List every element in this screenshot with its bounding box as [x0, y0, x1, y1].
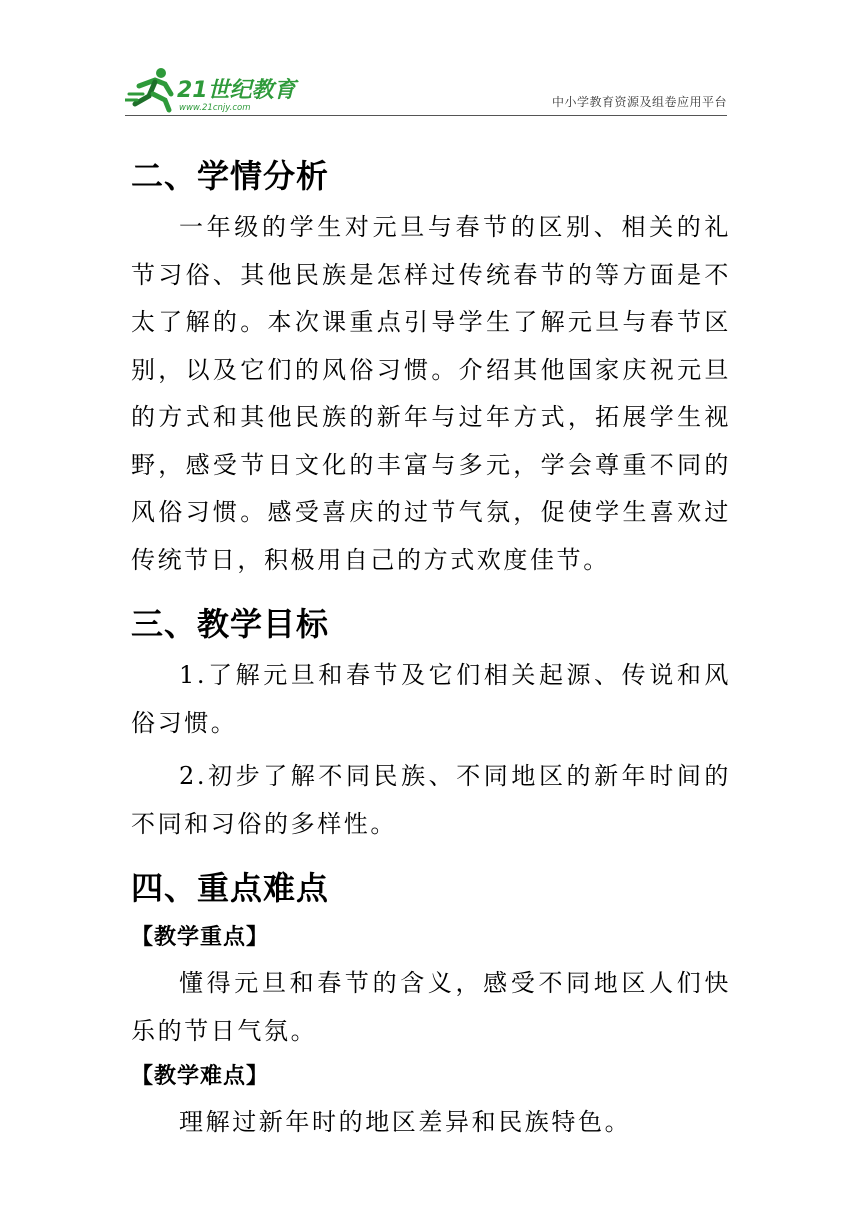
difficult-point-label: 【教学难点】	[131, 1064, 270, 1089]
goal-item-2: 2.初步了解不同民族、不同地区的新年时间的不同和习俗的多样性。	[131, 762, 731, 838]
document-body	[131, 148, 731, 1147]
section-title-goals: 三、教学目标	[131, 605, 330, 643]
analysis-paragraph: 一年级的学生对元旦与春节的区别、相关的礼节习俗、其他民族是怎样过传统春节的等方面是不太了解的。本次课重点引导学生了解元旦与春节区别，以及它们的风俗习惯。介绍其他国家庆祝元旦的方式和其他民族的新年与过年方式，拓展学生视野，感受节日文化的丰富与多元，学会尊重不同的风俗习惯。感受喜庆的过节气氛，促使学生喜欢过传统节日，积极用自己的方式欢度佳节。	[131, 213, 731, 574]
header-divider	[125, 115, 727, 116]
section-title-keypoints: 四、重点难点	[131, 869, 330, 907]
key-point-label: 【教学重点】	[131, 925, 270, 950]
difficult-point-text: 理解过新年时的地区差异和民族特色。	[179, 1108, 632, 1136]
21cnjy-logo	[125, 64, 325, 114]
section-title-analysis: 二、学情分析	[131, 157, 330, 195]
logo-text: 21世纪教育	[177, 78, 296, 103]
runner-icon	[125, 68, 171, 110]
goal-item-1: 1.了解元旦和春节及它们相关起源、传说和风俗习惯。	[131, 661, 731, 737]
key-point-text: 懂得元旦和春节的含义，感受不同地区人们快乐的节日气氛。	[131, 969, 731, 1045]
page-header	[125, 64, 727, 116]
platform-text: 中小学教育资源及组卷应用平台	[551, 95, 727, 109]
logo-url: www.21cnjy.com	[179, 103, 251, 113]
